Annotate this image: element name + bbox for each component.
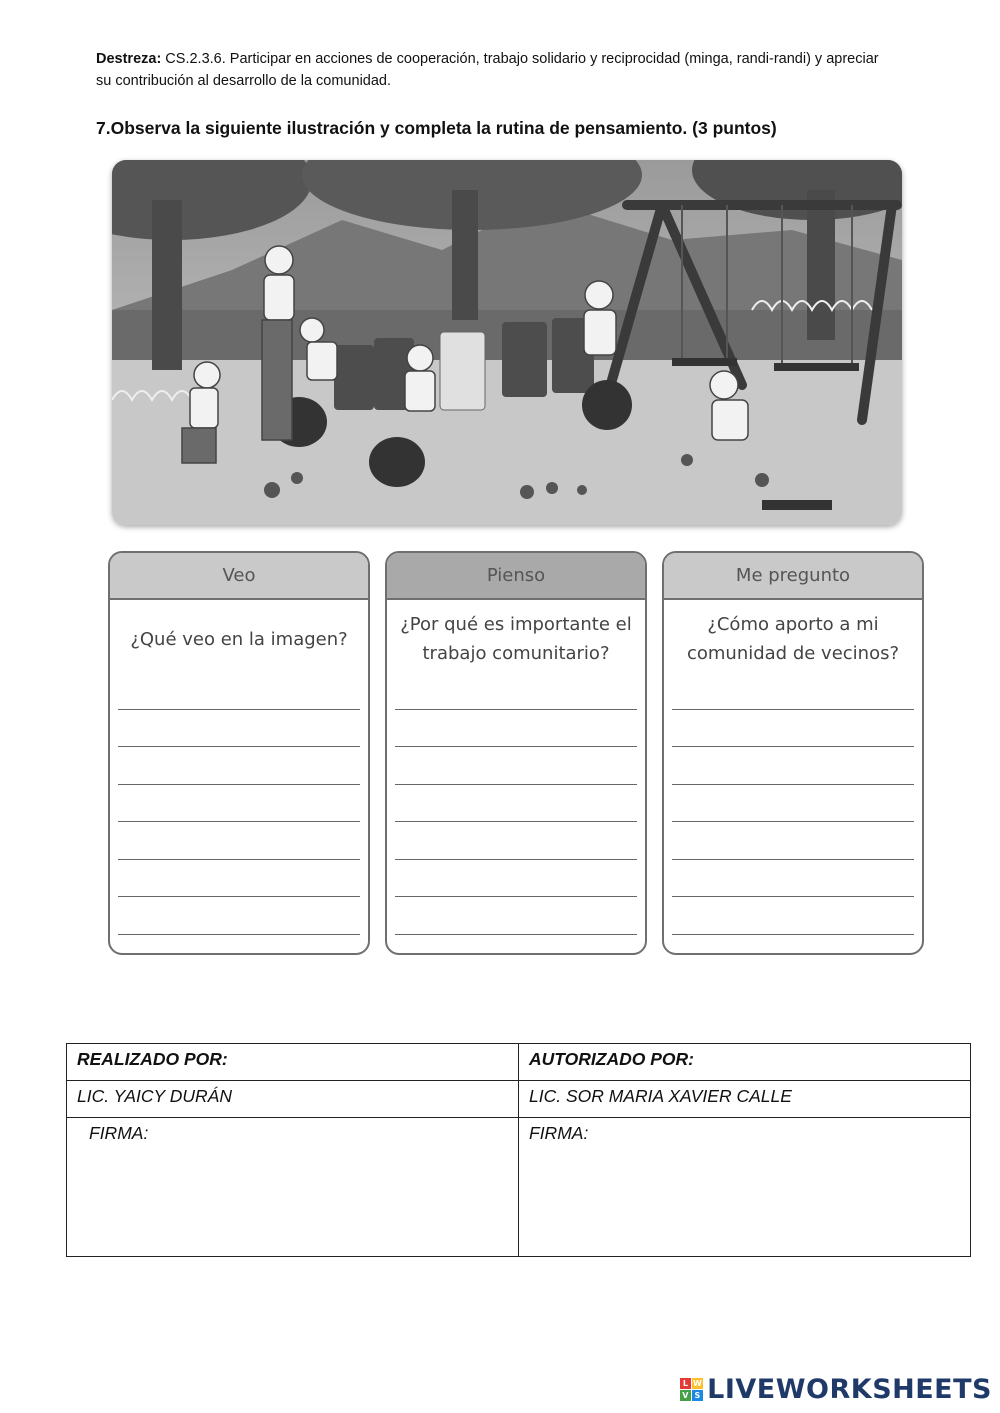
logo-letter: W: [692, 1379, 703, 1388]
left-sign-label: FIRMA:: [89, 1123, 149, 1143]
answer-line[interactable]: [672, 897, 914, 935]
logo-letter: V: [680, 1390, 691, 1401]
answer-line[interactable]: [395, 672, 637, 710]
signature-table: [66, 1043, 971, 1257]
logo-letter: L: [680, 1378, 691, 1389]
card-prompt: ¿Cómo aporto a mi comunidad de vecinos?: [686, 614, 900, 664]
destreza-body: CS.2.3.6. Participar en acciones de cooperación, trabajo solidario y reciprocidad (minga, randi-randi) y apreciar su contribución al desarrollo de la comunidad.: [96, 51, 879, 89]
answer-line[interactable]: [672, 785, 914, 823]
answer-lines[interactable]: [110, 672, 368, 935]
left-header: REALIZADO POR:: [67, 1044, 519, 1081]
card-title: Pienso: [387, 553, 645, 600]
answer-line[interactable]: [395, 785, 637, 823]
left-signature-cell[interactable]: [67, 1118, 519, 1257]
answer-line[interactable]: [672, 710, 914, 748]
answer-line[interactable]: [395, 897, 637, 935]
card-title: Veo: [110, 553, 368, 600]
answer-line[interactable]: [395, 710, 637, 748]
liveworksheets-logo: [680, 1374, 992, 1405]
logo-letter: S: [692, 1390, 703, 1401]
card-prompt: ¿Qué veo en la imagen?: [130, 628, 348, 650]
left-name: LIC. YAICY DURÁN: [67, 1081, 519, 1118]
answer-line[interactable]: [672, 672, 914, 710]
park-cleanup-illustration: [112, 160, 902, 525]
answer-line[interactable]: [118, 785, 360, 823]
right-header: AUTORIZADO POR:: [519, 1044, 971, 1081]
destreza-text: [96, 48, 896, 92]
brand-name: LIVEWORKSHEETS: [707, 1374, 992, 1405]
answer-line[interactable]: [672, 747, 914, 785]
answer-line[interactable]: [118, 822, 360, 860]
right-signature-cell[interactable]: [519, 1118, 971, 1257]
answer-line[interactable]: [118, 710, 360, 748]
answer-lines[interactable]: [664, 672, 922, 935]
right-sign-label: FIRMA:: [529, 1123, 589, 1143]
card-me-pregunto: [662, 551, 924, 955]
answer-line[interactable]: [395, 747, 637, 785]
liveworksheets-icon: [680, 1378, 703, 1401]
answer-line[interactable]: [118, 747, 360, 785]
answer-lines[interactable]: [387, 672, 645, 935]
answer-line[interactable]: [395, 860, 637, 898]
answer-line[interactable]: [118, 897, 360, 935]
answer-line[interactable]: [672, 822, 914, 860]
answer-line[interactable]: [672, 860, 914, 898]
question-title: 7.Observa la siguiente ilustración y completa la rutina de pensamiento. (3 puntos): [96, 118, 777, 138]
answer-line[interactable]: [118, 860, 360, 898]
card-pienso: [385, 551, 647, 955]
card-title: Me pregunto: [664, 553, 922, 600]
right-name: LIC. SOR MARIA XAVIER CALLE: [519, 1081, 971, 1118]
answer-line[interactable]: [395, 822, 637, 860]
card-veo: [108, 551, 370, 955]
card-prompt: ¿Por qué es importante el trabajo comunitario?: [400, 614, 632, 664]
answer-line[interactable]: [118, 672, 360, 710]
destreza-label: Destreza:: [96, 51, 162, 67]
